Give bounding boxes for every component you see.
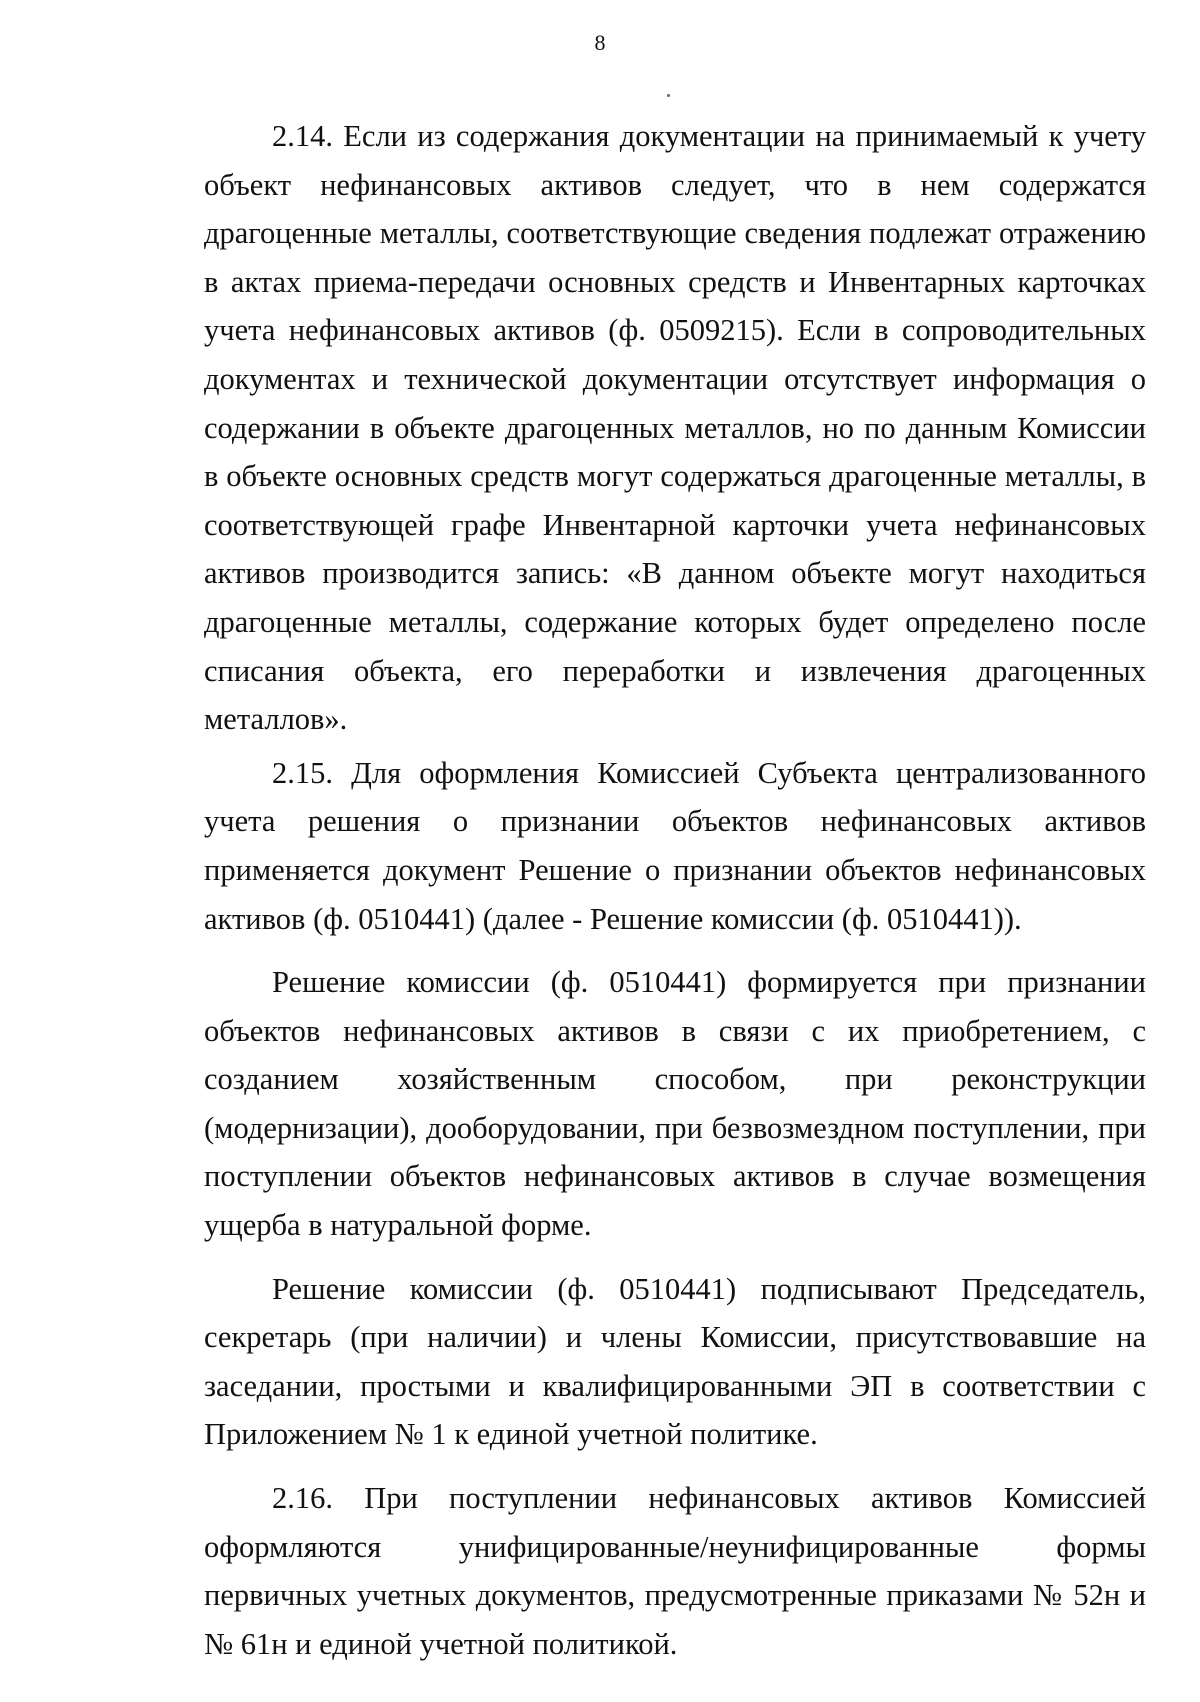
paragraph-2-14: 2.14. Если из содержания документации на принимаемый к учету объект нефинансовых активов следует, что в нем содержатся драгоценные металлы, соответствующие сведения подлежат отражению в актах приема-передачи основных средств и Инвентарных карточках учета нефинансовых активов (ф. 0509215). Если в сопроводительных документах и технической документации отсутствует информация о содержании в объекте драгоценных металлов, но по данным Комиссии в объекте основных средств могут содержаться драгоценные металлы, в соответствующей графе Инвентарной карточки учета нефинансовых активов производится запись: «В данном объекте могут находиться драгоценные металлы, содержание которых будет определено после списания объекта, его переработки и извлечения драгоценных металлов».	[204, 119, 1146, 737]
paragraph-2-15: 2.15. Для оформления Комиссией Субъекта централизованного учета решения о признании объектов нефинансовых активов применяется документ Решение о признании объектов нефинансовых активов (ф. 0510441) (далее - Решение комиссии (ф. 0510441)).	[204, 755, 1146, 936]
document-body	[204, 112, 1146, 1668]
scan-speck	[667, 94, 670, 97]
paragraph-2-16: 2.16. При поступлении нефинансовых активов Комиссией оформляются унифицированные/неунифицированные формы первичных учетных документов, предусмотренные приказами № 52н и № 61н и единой учетной политикой.	[204, 1481, 1146, 1661]
paragraph-commission-decision-formation: Решение комиссии (ф. 0510441) формируется при признании объектов нефинансовых активов в связи с их приобретением, с созданием хозяйственным способом, при реконструкции (модернизации), дооборудовании, при безвозмездном поступлении, при поступлении объектов нефинансовых активов в случае возмещения ущерба в натуральной форме.	[204, 965, 1146, 1243]
page-number: 8	[594, 30, 606, 55]
paragraph-commission-decision-signing: Решение комиссии (ф. 0510441) подписывают Председатель, секретарь (при наличии) и члены Комиссии, присутствовавшие на заседании, простыми и квалифицированными ЭП в соответствии с Приложением № 1 к единой учетной политике.	[204, 1271, 1146, 1452]
